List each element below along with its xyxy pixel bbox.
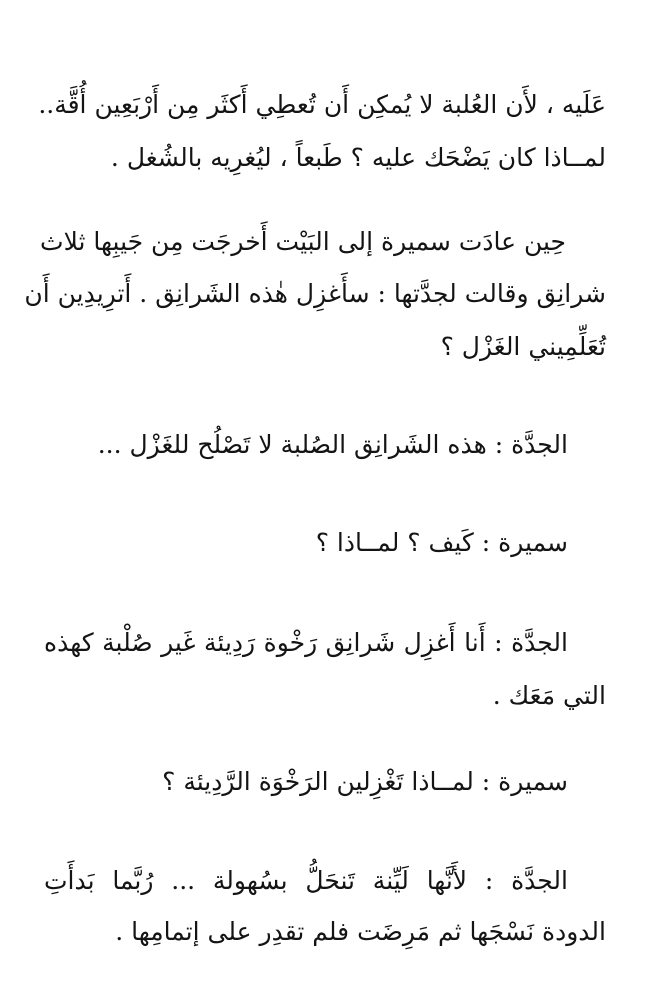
dialogue-grandmother-3-line-1: الجدَّة : لأَنَّها لَيِّنة تَنحَلُّ بسُهولة ... رُبَّما بَدأَتِ (44, 866, 568, 895)
dialogue-samira-1: سميرة : كَيف ؟ لمــاذا ؟ (315, 528, 568, 557)
dialogue-grandmother-3-line-2: الدودة نَسْجَها ثم مَرِضَت فلم تقدِر على إتمامِها . (115, 917, 606, 946)
paragraph-2-line-3: تُعَلِّمِيني الغَزْل ؟ (440, 332, 606, 361)
dialogue-grandmother-1: الجدَّة : هذه الشَرانِق الصُلبة لا تَصْلُح للغَزْل ... (97, 430, 568, 459)
paragraph-1-line-2: لمــاذا كان يَضْحَك عليه ؟ طَبعاً ، ليُغرِيه بالشُغل . (110, 143, 606, 172)
paragraph-1-line-1: عَلَيه ، لأَن العُلبة لا يُمكِن أَن تُعطِي أَكثَر مِن أَرْبَعِين أُقَّة.. (38, 90, 606, 119)
paragraph-2-line-2: شرانِق وقالت لجدَّتها : سأَغزِل هٰذه الشَرانِق . أَترِيدِين أَن (24, 279, 606, 308)
dialogue-grandmother-2-line-2: التي مَعَك . (492, 681, 606, 710)
dialogue-grandmother-2-line-1: الجدَّة : أَنا أَغزِل شَرانِق رَخْوة رَدِيئة غَير صُلْبة كهذه (44, 628, 568, 657)
dialogue-samira-2: سميرة : لمــاذا تَغْزِلين الرَخْوَة الرَّدِيئة ؟ (162, 767, 568, 796)
paragraph-2-line-1: حِين عادَت سميرة إلى البَيْت أَخرجَت مِن جَيبِها ثلاث (40, 227, 566, 256)
